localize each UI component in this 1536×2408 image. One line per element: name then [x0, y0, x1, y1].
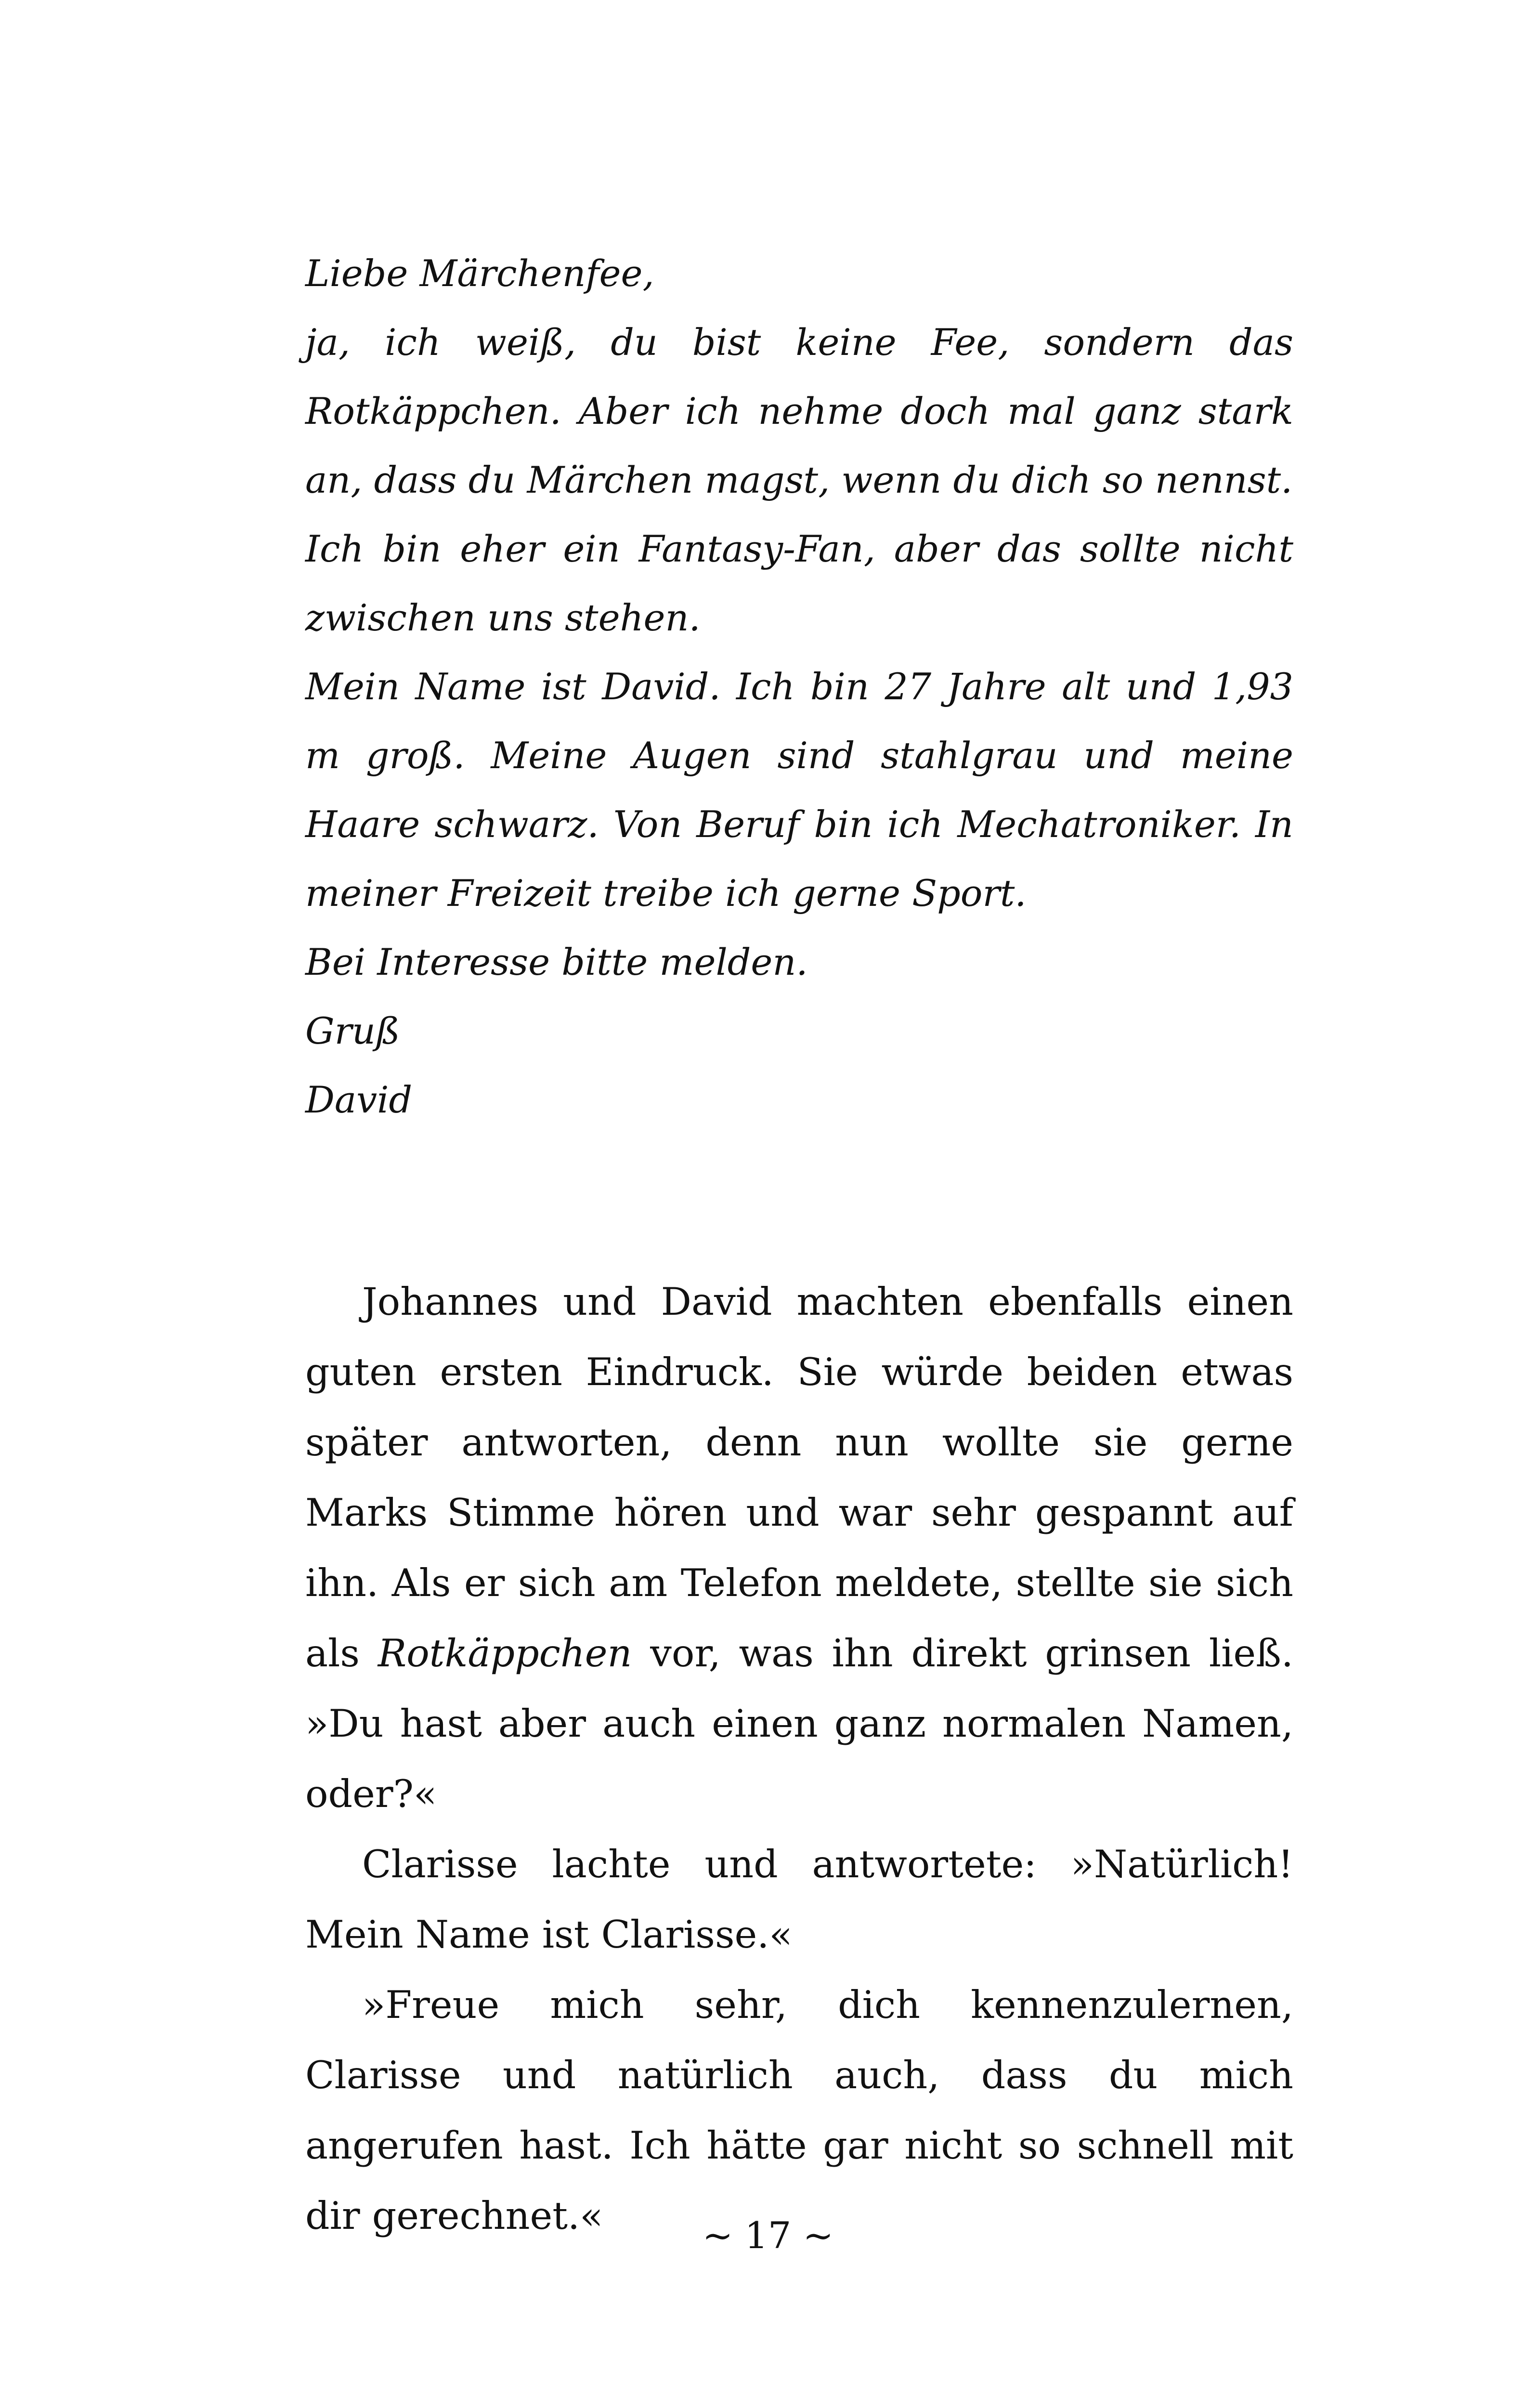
letter-paragraph: Ich bin eher ein Fantasy-Fan, aber das sollte nicht zwischen uns stehen. [305, 527, 1293, 639]
emphasized-name: Rotkäppchen [377, 1631, 632, 1675]
narrative-paragraph: Clarisse lachte und antwortete: »Natürlich! Mein Name ist Clarisse.« [305, 1842, 1293, 1957]
narrative-block [305, 1267, 1293, 2251]
letter-paragraph: ja, ich weiß, du bist keine Fee, sondern das Rotkäppchen. Aber ich nehme doch mal ganz stark an, dass du Märchen magst, wenn du dich so nennst. [305, 321, 1293, 501]
page-number: ~ 17 ~ [702, 2214, 834, 2257]
letter-closing: Gruß [305, 1009, 400, 1052]
letter-signature: David [305, 1078, 413, 1121]
letter-paragraph: Mein Name ist David. Ich bin 27 Jahre alt und 1,93 m groß. Meine Augen sind stahlgrau und meine Haare schwarz. Von Beruf bin ich Mechatroniker. In meiner Freizeit treibe ich gerne Sport. [305, 665, 1293, 915]
letter-salutation: Liebe Märchenfee, [305, 252, 654, 295]
letter-paragraph: Bei Interesse bitte melden. [305, 941, 808, 983]
narrative-text: Johannes und David machten ebenfalls einen guten ersten Eindruck. Sie würde beiden etwas später antworten, denn nun wollte sie gerne Marks Stimme hören und war sehr gespannt auf ihn. Als er sich am Telefon meldete, stellte sie sich als [305, 1280, 1293, 1675]
letter-block [305, 239, 1293, 1134]
narrative-text: vor, was ihn direkt grinsen ließ. »Du hast aber auch einen ganz normalen Namen, oder?« [305, 1631, 1293, 1816]
narrative-paragraph [305, 1267, 1293, 1829]
narrative-paragraph: »Freue mich sehr, dich kennenzulernen, Clarisse und natürlich auch, dass du mich angerufen hast. Ich hätte gar nicht so schnell mit dir gerechnet.« [305, 1983, 1293, 2238]
